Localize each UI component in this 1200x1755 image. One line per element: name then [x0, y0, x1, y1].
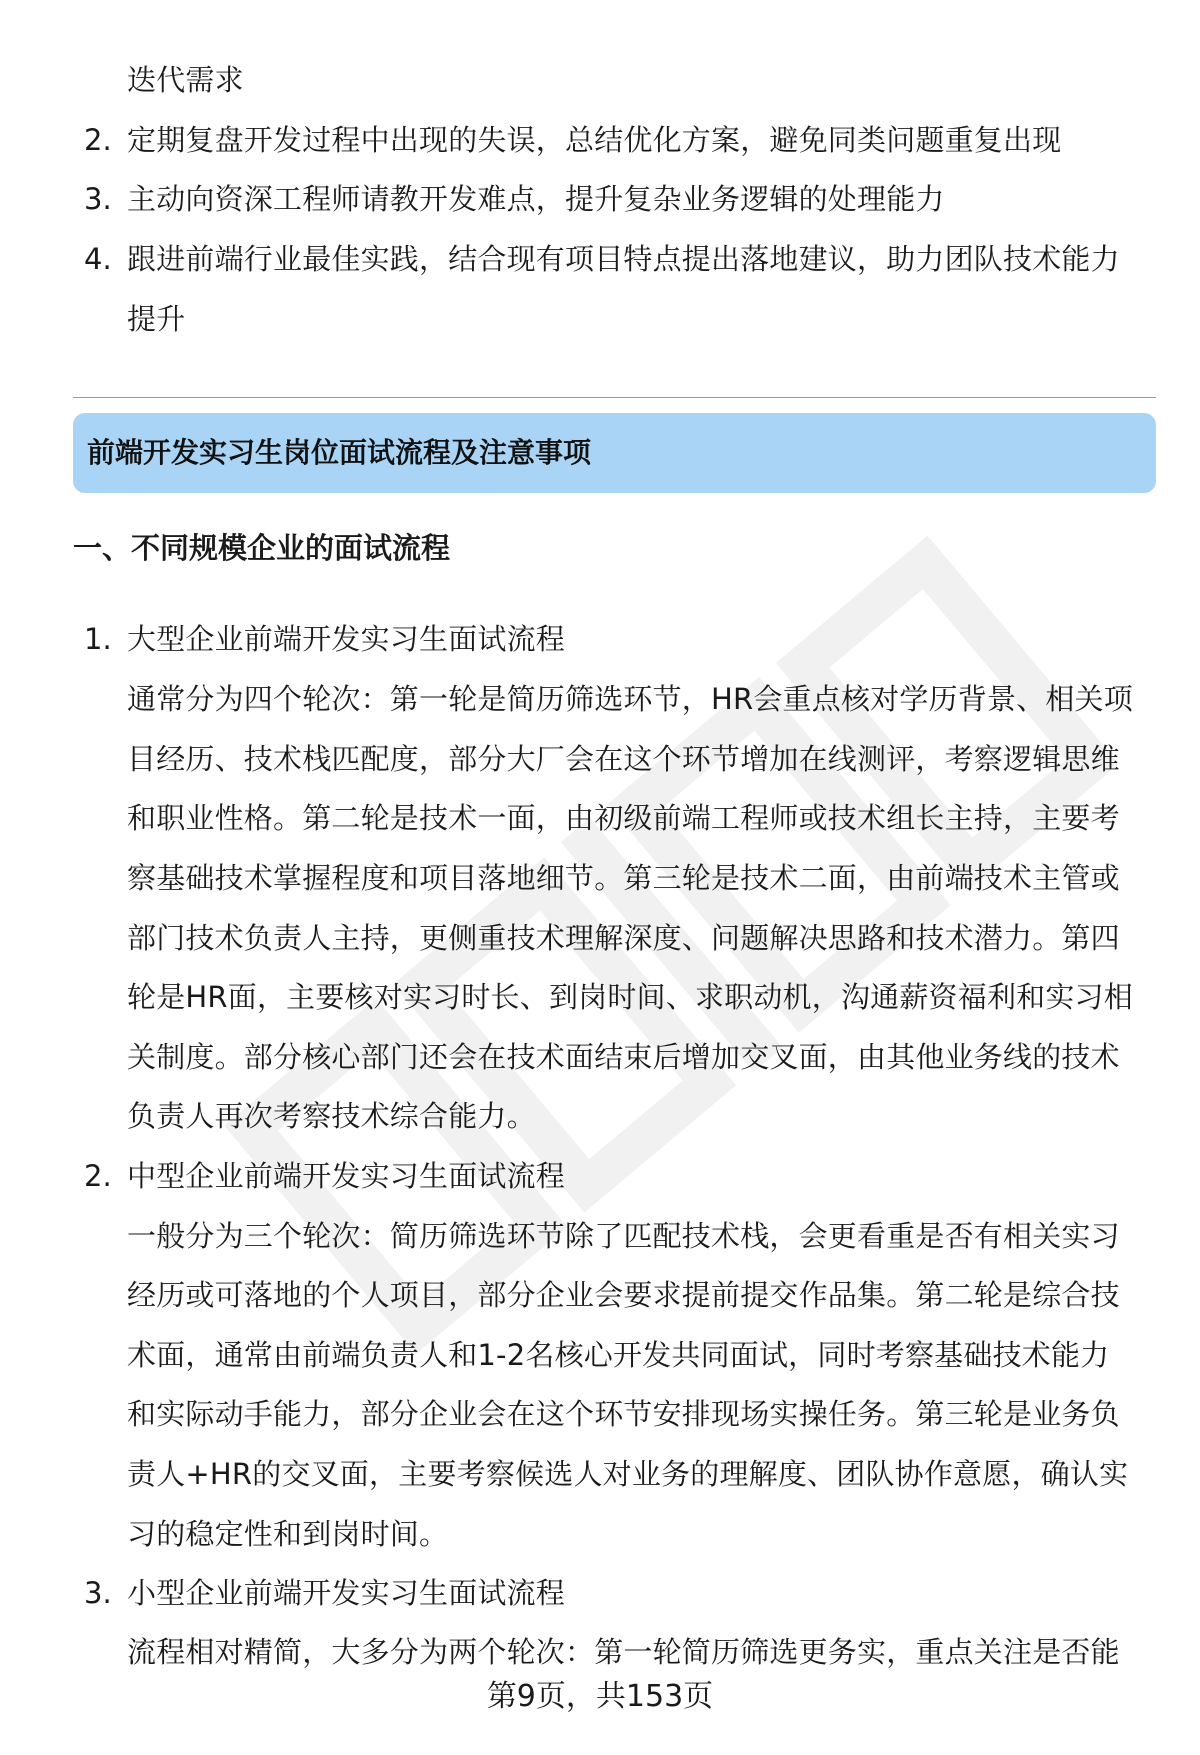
list-number: 3.	[84, 182, 112, 216]
paragraph-line: 责人+HR的交叉面，主要考察候选人对业务的理解度、团队协作意愿，确认实	[127, 1457, 1129, 1491]
paragraph-line: 习的稳定性和到岗时间。	[127, 1517, 449, 1551]
paragraph-line: 察基础技术掌握程度和项目落地细节。第三轮是技术二面，由前端技术主管或	[127, 861, 1120, 895]
list-number: 2.	[84, 123, 112, 157]
paragraph-line: 经历或可落地的个人项目，部分企业会要求提前提交作品集。第二轮是综合技	[127, 1278, 1120, 1312]
list-item: 定期复盘开发过程中出现的失误，总结优化方案，避免同类问题重复出现	[127, 123, 1062, 157]
list-item-line: 提升	[127, 302, 186, 336]
paragraph-line: 负责人再次考察技术综合能力。	[127, 1099, 536, 1133]
paragraph-line: 和职业性格。第二轮是技术一面，由初级前端工程师或技术组长主持，主要考	[127, 801, 1120, 835]
page-number: 第9页，共153页	[486, 1679, 714, 1714]
list-number: 4.	[84, 242, 112, 276]
section-heading: 一、不同规模企业的面试流程	[73, 531, 451, 565]
paragraph-line: 术面，通常由前端负责人和1-2名核心开发共同面试，同时考察基础技术能力	[127, 1338, 1110, 1372]
list-item-title: 中型企业前端开发实习生面试流程	[127, 1159, 566, 1193]
paragraph-line: 部门技术负责人主持，更侧重技术理解深度、问题解决思路和技术潜力。第四	[127, 921, 1120, 955]
title-banner	[73, 413, 1156, 493]
paragraph-line: 流程相对精简，大多分为两个轮次：第一轮简历筛选更务实，重点关注是否能	[127, 1635, 1120, 1669]
list-continuation: 迭代需求	[127, 63, 244, 97]
paragraph-line: 和实际动手能力，部分企业会在这个环节安排现场实操任务。第三轮是业务负	[127, 1397, 1120, 1431]
banner-title: 前端开发实习生岗位面试流程及注意事项	[87, 436, 592, 469]
list-number: 2.	[84, 1159, 112, 1193]
paragraph-line: 一般分为三个轮次：简历筛选环节除了匹配技术栈，会更看重是否有相关实习	[127, 1219, 1120, 1253]
list-number: 1.	[84, 622, 112, 656]
section-divider	[73, 397, 1156, 398]
list-item: 跟进前端行业最佳实践，结合现有项目特点提出落地建议，助力团队技术能力	[127, 242, 1120, 276]
list-number: 3.	[84, 1576, 112, 1610]
list-item-title: 小型企业前端开发实习生面试流程	[127, 1576, 566, 1610]
paragraph-line: 轮是HR面，主要核对实习时长、到岗时间、求职动机，沟通薪资福利和实习相	[127, 980, 1133, 1014]
paragraph-line: 通常分为四个轮次：第一轮是简历筛选环节，HR会重点核对学历背景、相关项	[127, 682, 1133, 716]
paragraph-line: 关制度。部分核心部门还会在技术面结束后增加交叉面，由其他业务线的技术	[127, 1040, 1120, 1074]
list-item: 主动向资深工程师请教开发难点，提升复杂业务逻辑的处理能力	[127, 182, 945, 216]
paragraph-line: 目经历、技术栈匹配度，部分大厂会在这个环节增加在线测评，考察逻辑思维	[127, 742, 1120, 776]
list-item-title: 大型企业前端开发实习生面试流程	[127, 622, 566, 656]
